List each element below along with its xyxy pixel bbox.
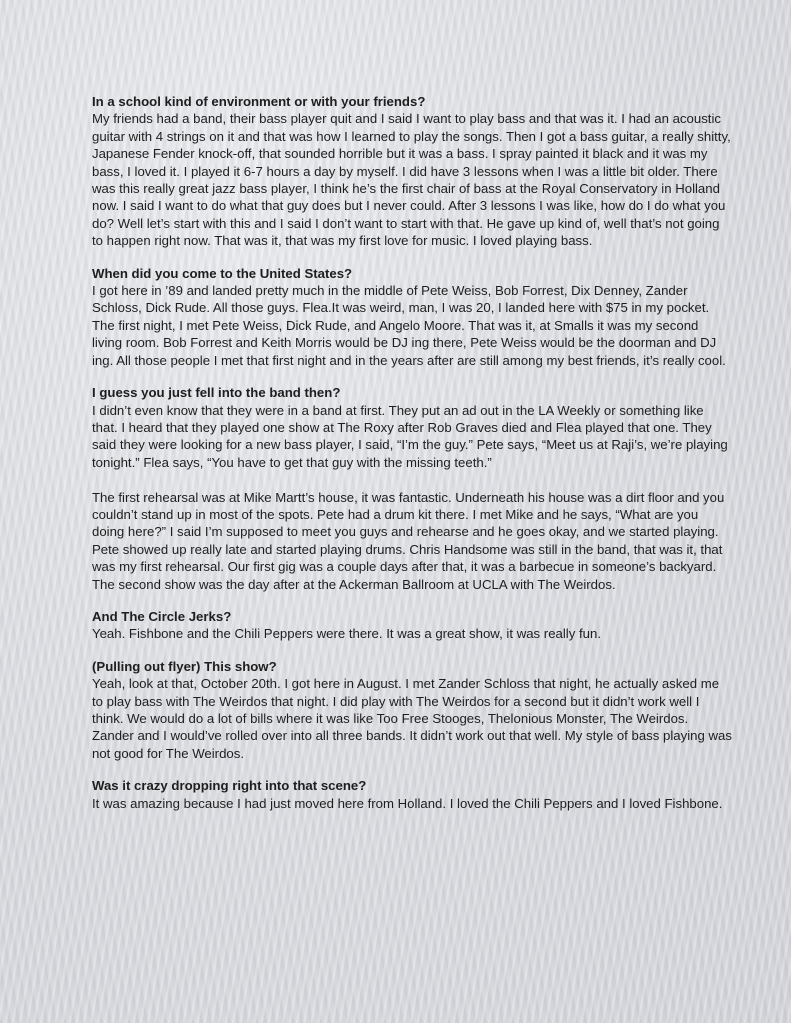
answer-paragraph: Yeah. Fishbone and the Chili Peppers were there. It was a great show, it was really fun. [92, 626, 601, 642]
question-heading: I guess you just fell into the band then? [92, 385, 341, 401]
question-heading: When did you come to the United States? [92, 265, 353, 281]
question-heading: In a school kind of environment or with your friends? [92, 94, 426, 109]
qa-block [92, 93, 732, 250]
answer-paragraph: I didn’t even know that they were in a band at first. They put an ad out in the LA Weekly or something like that. I heard that they played one show at The Roxy after Rob Graves died and Flea played that one. They said they were looking for a new bass player, I said, “I’m the guy.” Pete says, “Meet us at Raji’s, we’re playing tonight.” Flea says, “You have to get that guy with the missing teeth.” [92, 402, 728, 470]
answer-paragraph: I got here in ’89 and landed pretty much in the middle of Pete Weiss, Bob Forrest, Dix Denney, Zander Schloss, Dick Rude. All those guys. Flea.It was weird, man, I was 20, I landed here with $75 in my pocket. The first night, I met Pete Weiss, Dick Rude, and Angelo Moore. That was it, at Smalls it was my second living room. Bob Forrest and Keith Morris would be DJ ing there, Pete Weiss would be the doorman and DJ ing. All those people I met that first night and in the years after are still among my best friends, it’s really cool. [92, 283, 726, 368]
answer-paragraph: My friends had a band, their bass player quit and I said I want to play bass and that was it. I had an acoustic guitar with 4 strings on it and that was how I learned to play the songs. Then I got a bass guitar, a really shitty, Japanese Fender knock-off, that sounded horrible but it was a bass. I spray painted it black and it was my bass, I loved it. I played it 6-7 hours a day by myself. I did have 3 lessons when I was a little bit older. There was this really great jazz bass player, I think he’s the first chair of bass at the Royal Conservatory in Holland now. I said I want to do what that guy does but I never could. After 3 lessons I was like, how do I do what you do? Well let’s start with this and I said I don’t want to start with that. He gave up kind of, well that’s not going to happen right now. That was it, that was my first love for music. I loved playing bass. [92, 111, 731, 249]
question-heading: (Pulling out flyer) This show? [92, 658, 277, 674]
answer-paragraph: Yeah, look at that, October 20th. I got here in August. I met Zander Schloss that night, he actually asked me to play bass with The Weirdos that night. I did play with The Weirdos for a second but it didn’t work well I think. We would do a lot of bills where it was like Too Free Stooges, Thelonious Monster, The Weirdos. Zander and I would’ve rolled over into all three bands. It didn’t work out that well. My style of bass playing was not good for The Weirdos. [92, 676, 732, 761]
qa-block [92, 384, 732, 593]
answer-paragraph: It was amazing because I had just moved here from Holland. I loved the Chili Peppers and I loved Fishbone. [92, 795, 723, 811]
qa-block [92, 658, 732, 762]
interview-text [92, 93, 732, 827]
qa-block [92, 265, 732, 369]
answer-paragraph: The first rehearsal was at Mike Martt’s house, it was fantastic. Underneath his house was a dirt floor and you couldn’t stand up in most of the spots. Pete had a drum kit there. I met Mike and he says, “What are you doing here?” I said I’m supposed to meet you guys and rehearse and he goes okay, and we started playing. Pete showed up really late and started playing drums. Chris Handsome was still in the band, that was it, that was my first rehearsal. Our first gig was a couple days after that, it was a barbecue in someone’s backyard. The second show was the day after at the Ackerman Ballroom at UCLA with The Weirdos. [92, 489, 725, 592]
qa-block [92, 608, 732, 643]
qa-block [92, 777, 732, 812]
question-heading: And The Circle Jerks? [92, 608, 232, 624]
question-heading: Was it crazy dropping right into that scene? [92, 778, 367, 794]
